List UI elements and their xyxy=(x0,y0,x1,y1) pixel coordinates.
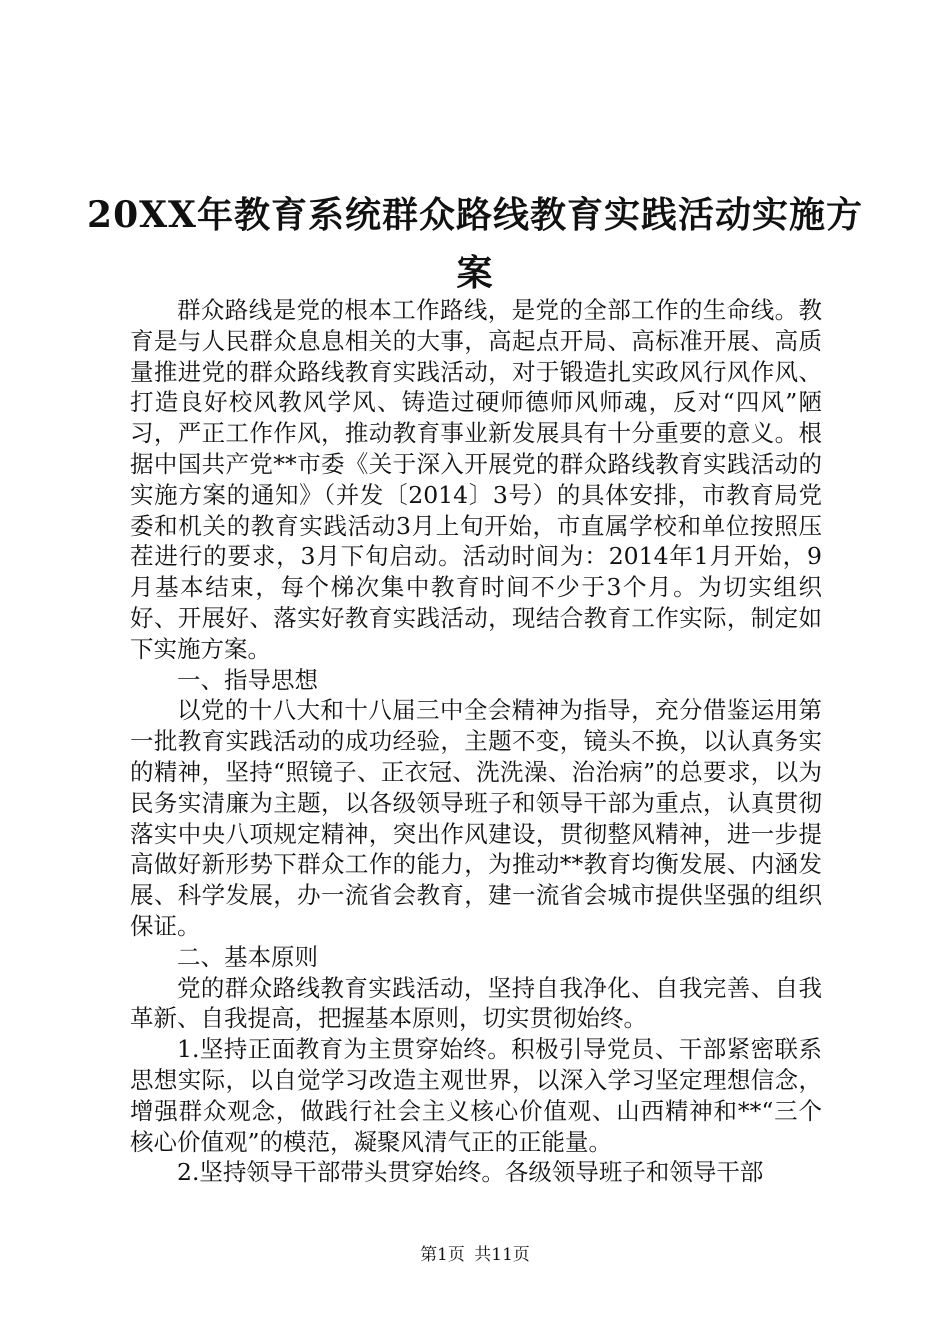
document-title: 20XX年教育系统群众路线教育实践活动实施方案 xyxy=(87,194,863,294)
page-total: 共11页 xyxy=(474,1245,530,1265)
paragraph-intro: 群众路线是党的根本工作路线，是党的全部工作的生命线。教育是与人民群众息息相关的大事，高起点开局、高标准开展、高质量推进党的群众路线教育实践活动，对于锻造扎实政风行风作风、打造良好校风教风学风、铸造过硬师德师风师魂，反对“四风”陋习，严正工作作风，推动教育事业新发展具有十分重要的意义。根据中国共产党**市委《关于深入开展党的群众路线教育实践活动的实施方案的通知》（并发〔2014〕3号）的具体安排，市教育局党委和机关的教育实践活动3月上旬开始，市直属学校和单位按照压茬进行的要求，3月下旬启动。活动时间为：2014年1月开始，9月基本结束，每个梯次集中教育时间不少于3个月。为切实组织好、开展好、落实好教育实践活动，现结合教育工作实际，制定如下实施方案。 xyxy=(130,296,822,663)
paragraph-principle-2: 2.坚持领导干部带头贯穿始终。各级领导班子和领导干部 xyxy=(177,1158,764,1187)
paragraph-guiding-ideology: 以党的十八大和十八届三中全会精神为指导，充分借鉴运用第一批教育实践活动的成功经验，主题不变，镜头不换，以认真务实的精神，坚持“照镜子、正衣冠、洗洗澡、治治病”的总要求，以为民务实清廉为主题，以各级领导班子和领导干部为重点，认真贯彻落实中央八项规定精神，突出作风建设，贯彻整风精神，进一步提高做好新形势下群众工作的能力，为推动**教育均衡发展、内涵发展、科学发展，办一流省会教育，建一流省会城市提供坚强的组织保证。 xyxy=(130,696,822,940)
page-number: 第1页 xyxy=(420,1245,465,1265)
paragraph-basic-principles: 党的群众路线教育实践活动，坚持自我净化、自我完善、自我革新、自我提高，把握基本原则，切实贯彻始终。 xyxy=(130,973,822,1033)
paragraph-principle-1: 1.坚持正面教育为主贯穿始终。积极引导党员、干部紧密联系思想实际，以自觉学习改造主观世界，以深入学习坚定理想信念，增强群众观念，做践行社会主义核心价值观、山西精神和**“三个核心价值观”的模范，凝聚风清气正的正能量。 xyxy=(130,1035,822,1156)
heading-basic-principles: 二、基本原则 xyxy=(177,942,318,971)
document-body xyxy=(130,295,822,1188)
heading-guiding-ideology: 一、指导思想 xyxy=(177,665,318,694)
page-footer xyxy=(0,1244,950,1266)
